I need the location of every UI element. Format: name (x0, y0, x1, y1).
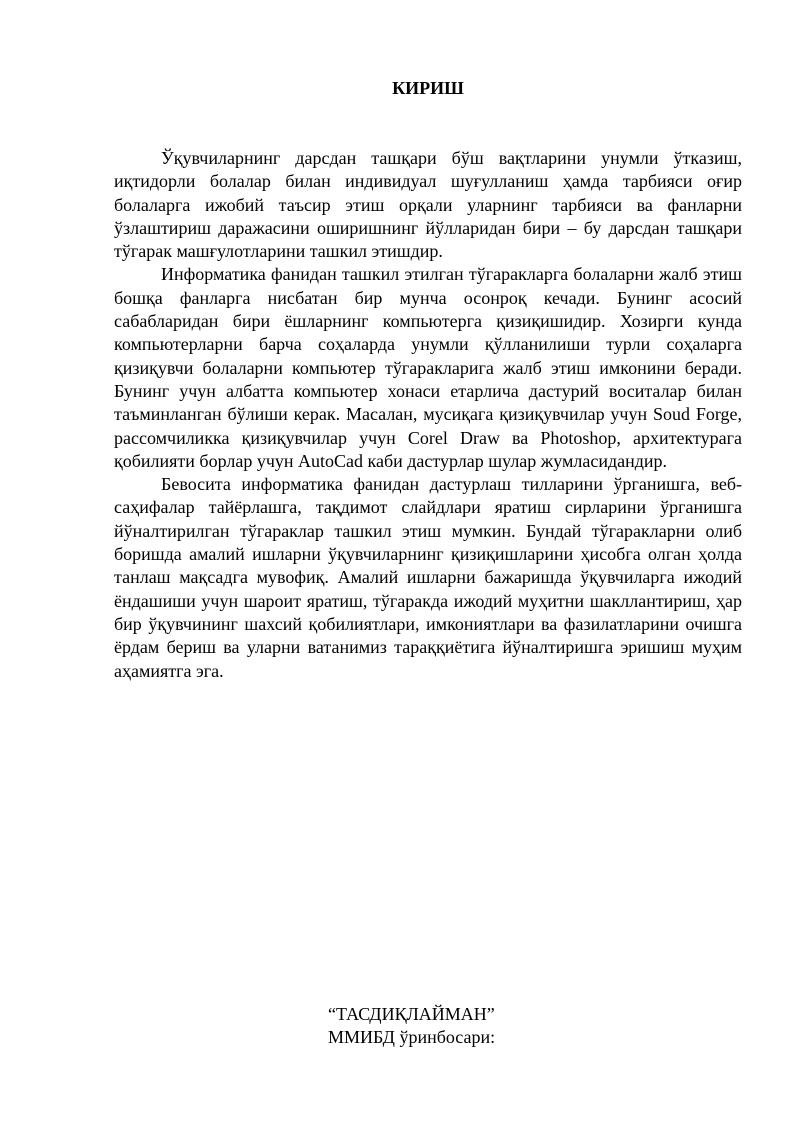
document-body (114, 147, 742, 683)
paragraph-1: Ўқувчиларнинг дарсдан ташқари бўш вақтларини унумли ўтказиш, иқтидорли болалар билан индивидуал шуғулланиш ҳамда тарбияси оғир болаларга ижобий таъсир этиш орқали уларнинг тарбияси ва фанларни ўзлаштириш даражасини оширишнинг йўлларидан бири – бу дарсдан ташқари тўгарак машғулотларини ташкил этишдир. (114, 148, 742, 262)
approval-block (328, 1003, 495, 1049)
document-title: КИРИШ (392, 78, 464, 98)
paragraph-3: Бевосита информатика фанидан дастурлаш тилларини ўрганишга, веб-саҳифалар тайёрлашга, тақдимот слайдлари яратиш сирларини ўрганишга йўналтирилган тўгараклар ташкил этиш мумкин. Бундай тўгаракларни олиб боришда амалий ишларни ўқувчиларнинг қизиқишларини ҳисобга олган ҳолда танлаш мақсадга мувофиқ. Амалий ишларни бажаришда ўқувчиларга ижодий ёндашиши учун шароит яратиш, тўгаракда ижодий муҳитни шакллантириш, ҳар бир ўқувчининг шахсий қобилиятлари, имкониятлари ва фазилатларини очишга ёрдам бериш ва уларни ватанимиз тараққиётига йўналтиришга эришиш муҳим аҳамиятга эга. (114, 474, 742, 681)
approval-position: ММИБД ўринбосари: (328, 1027, 496, 1047)
approval-heading: “ТАСДИҚЛАЙМАН” (328, 1004, 495, 1024)
paragraph-2: Информатика фанидан ташкил этилган тўгаракларга болаларни жалб этиш бошқа фанларга нисбатан бир мунча осонроқ кечади. Бунинг асосий сабабларидан бири ёшларнинг компьютерга қизиқишидир. Хозирги кунда компьютерларни барча соҳаларда унумли қўлланилиши турли соҳаларга қизиқувчи болаларни компьютер тўгаракларига жалб этиш имконини беради. Бунинг учун албатта компьютер хонаси етарлича дастурий воситалар билан таъминланган бўлиши керак. Масалан, мусиқага қизиқувчилар учун Soud Forge, рассомчиликка қизиқувчилар учун Corel Draw ва Photoshop, архитектурага қобилияти борлар учун AutoCad каби дастурлар шулар жумласидандир. (114, 264, 742, 471)
